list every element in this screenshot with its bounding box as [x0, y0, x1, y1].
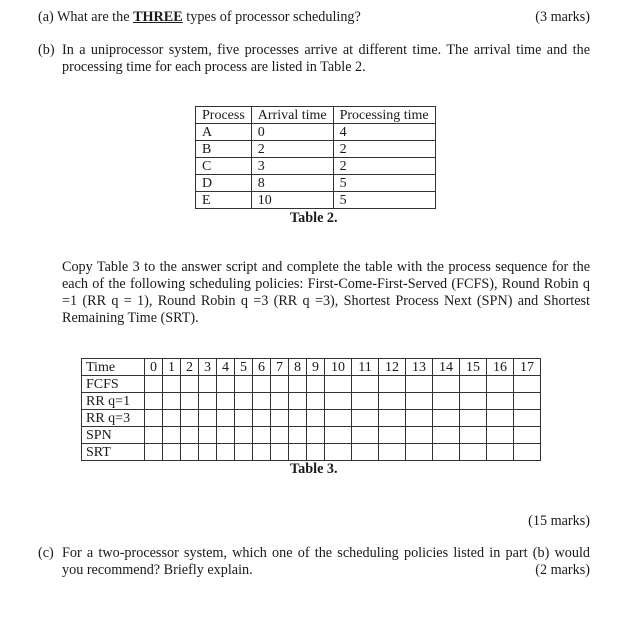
table-3-empty-cell [289, 427, 307, 444]
table-3-empty-cell [406, 444, 433, 461]
table-3-empty-cell [145, 410, 163, 427]
table-3-row [82, 376, 541, 393]
table-3-empty-cell [325, 393, 352, 410]
table-2-cell: B [196, 141, 252, 158]
question-c-line-1: For a two-processor system, which one of the scheduling policies listed in part (b) would [62, 545, 590, 561]
table-2-row [196, 141, 436, 158]
table-3-empty-cell [514, 393, 541, 410]
table-3-empty-cell [352, 427, 379, 444]
table-3-empty-cell [514, 427, 541, 444]
table-3-empty-cell [379, 376, 406, 393]
table-3-empty-cell [163, 393, 181, 410]
table-3-empty-cell [325, 427, 352, 444]
table-3-empty-cell [235, 427, 253, 444]
table-3-empty-cell [460, 427, 487, 444]
question-c-marks: (2 marks) [535, 562, 590, 578]
table-3-time-cell: 6 [253, 359, 271, 376]
table-3-empty-cell [307, 410, 325, 427]
question-a-prefix: (a) What are the [38, 9, 134, 25]
table-3-empty-cell [433, 444, 460, 461]
table-3-empty-cell [379, 427, 406, 444]
table-2-cell: 0 [251, 124, 333, 141]
table-3-empty-cell [460, 410, 487, 427]
table-3-empty-cell [145, 427, 163, 444]
table-2-cell: 10 [251, 192, 333, 209]
table-3-empty-cell [460, 376, 487, 393]
table-3-empty-cell [235, 376, 253, 393]
table-3-time-cell: 12 [379, 359, 406, 376]
table-3-empty-cell [325, 444, 352, 461]
table-3-empty-cell [181, 393, 199, 410]
table-3-time-cell: 2 [181, 359, 199, 376]
table-3-empty-cell [487, 444, 514, 461]
table-3-empty-cell [235, 410, 253, 427]
table-3-empty-cell [433, 376, 460, 393]
table-3-empty-cell [325, 410, 352, 427]
table-3-time-cell: 14 [433, 359, 460, 376]
question-b-line-2: processing time for each process are listed in Table 2. [62, 59, 366, 75]
table-3-row-label: RR q=3 [82, 410, 145, 427]
question-b-label: (b) [38, 42, 55, 58]
table-3-time-cell: 13 [406, 359, 433, 376]
table-3-empty-cell [271, 376, 289, 393]
table-3-empty-cell [325, 376, 352, 393]
question-a-marks: (3 marks) [535, 9, 590, 25]
table-3-empty-cell [487, 410, 514, 427]
table-3-empty-cell [514, 376, 541, 393]
table-3-empty-cell [253, 427, 271, 444]
table-2 [195, 106, 436, 209]
table-3-empty-cell [289, 410, 307, 427]
table-2-cell: A [196, 124, 252, 141]
table-2-cell: 2 [251, 141, 333, 158]
table-2-cell: 2 [333, 158, 435, 175]
table-3-empty-cell [199, 427, 217, 444]
table-3-empty-cell [307, 376, 325, 393]
question-b-marks: (15 marks) [528, 513, 590, 529]
table-3-empty-cell [163, 444, 181, 461]
question-a [38, 9, 361, 26]
table-3-row [82, 444, 541, 461]
table-2-row [196, 124, 436, 141]
question-b-para-line-2: each of the following scheduling policies: First-Come-First-Served (FCFS), Round Robin q [62, 276, 590, 292]
table-3-empty-cell [271, 427, 289, 444]
table-3-time-cell: 9 [307, 359, 325, 376]
table-3-empty-cell [433, 427, 460, 444]
table-3-empty-cell [379, 444, 406, 461]
table-3-empty-cell [406, 393, 433, 410]
table-3-empty-cell [217, 376, 235, 393]
table-3-empty-cell [163, 410, 181, 427]
table-3-empty-cell [307, 444, 325, 461]
table-3-empty-cell [487, 376, 514, 393]
table-3-empty-cell [460, 393, 487, 410]
question-b-line-1: In a uniprocessor system, five processes arrive at different time. The arrival time and the [62, 42, 590, 58]
table-3-time-row [82, 359, 541, 376]
table-3-empty-cell [433, 393, 460, 410]
table-3-empty-cell [199, 444, 217, 461]
table-3-empty-cell [271, 393, 289, 410]
table-3-time-cell: 11 [352, 359, 379, 376]
table-3-time-cell: 10 [325, 359, 352, 376]
table-2-row [196, 158, 436, 175]
table-3-empty-cell [145, 393, 163, 410]
table-3-empty-cell [145, 376, 163, 393]
table-2-row [196, 175, 436, 192]
table-3-time-cell: 8 [289, 359, 307, 376]
table-3-empty-cell [460, 444, 487, 461]
question-a-suffix: types of processor scheduling? [182, 9, 361, 25]
table-3-empty-cell [145, 444, 163, 461]
table-3-empty-cell [235, 393, 253, 410]
table-3-empty-cell [253, 376, 271, 393]
table-3-empty-cell [307, 427, 325, 444]
question-b-para-line-4: Remaining Time (SRT). [62, 310, 199, 326]
table-3-empty-cell [181, 427, 199, 444]
table-3-empty-cell [253, 410, 271, 427]
table-2-cell: 4 [333, 124, 435, 141]
table-3-empty-cell [514, 410, 541, 427]
table-3 [81, 358, 541, 461]
table-3-empty-cell [253, 444, 271, 461]
table-3-empty-cell [271, 444, 289, 461]
question-b-para-line-3: =1 (RR q = 1), Round Robin q =3 (RR q =3), Shortest Process Next (SPN) and Shortest [62, 293, 590, 309]
table-2-cell: 5 [333, 175, 435, 192]
table-3-empty-cell [352, 410, 379, 427]
table-3-time-cell: 5 [235, 359, 253, 376]
table-2-header-row [196, 107, 436, 124]
table-3-empty-cell [163, 427, 181, 444]
table-3-time-cell: 4 [217, 359, 235, 376]
table-3-empty-cell [235, 444, 253, 461]
table-3-empty-cell [406, 427, 433, 444]
table-3-empty-cell [307, 393, 325, 410]
table-3-empty-cell [352, 444, 379, 461]
table-2-header-cell: Processing time [333, 107, 435, 124]
table-3-empty-cell [217, 444, 235, 461]
table-3-empty-cell [352, 393, 379, 410]
table-3-empty-cell [271, 410, 289, 427]
question-c-line-2: you recommend? Briefly explain. [62, 562, 253, 578]
table-3-time-cell: 1 [163, 359, 181, 376]
table-3-empty-cell [406, 410, 433, 427]
table-3-empty-cell [199, 393, 217, 410]
table-3-empty-cell [289, 444, 307, 461]
table-2-header-cell: Arrival time [251, 107, 333, 124]
table-3-empty-cell [289, 376, 307, 393]
table-3-empty-cell [487, 393, 514, 410]
question-b-para-line-1: Copy Table 3 to the answer script and complete the table with the process sequence for the [62, 259, 590, 275]
table-3-time-cell: 17 [514, 359, 541, 376]
question-a-emphasis: THREE [133, 9, 183, 25]
table-3-empty-cell [352, 376, 379, 393]
table-3-row-label: RR q=1 [82, 393, 145, 410]
table-3-empty-cell [379, 393, 406, 410]
table-3-time-cell: 15 [460, 359, 487, 376]
table-3-empty-cell [181, 376, 199, 393]
table-3-empty-cell [199, 376, 217, 393]
table-3-empty-cell [181, 444, 199, 461]
table-3-empty-cell [163, 376, 181, 393]
table-3-empty-cell [199, 410, 217, 427]
table-3-empty-cell [217, 410, 235, 427]
table-3-empty-cell [433, 410, 460, 427]
table-3-row-label: SPN [82, 427, 145, 444]
table-2-caption: Table 2. [290, 210, 338, 226]
table-2-cell: C [196, 158, 252, 175]
table-3-caption: Table 3. [290, 461, 338, 477]
table-3-empty-cell [379, 410, 406, 427]
table-3-time-cell: 16 [487, 359, 514, 376]
table-2-cell: 5 [333, 192, 435, 209]
table-3-empty-cell [217, 393, 235, 410]
table-3-empty-cell [253, 393, 271, 410]
table-2-header-cell: Process [196, 107, 252, 124]
table-3-empty-cell [181, 410, 199, 427]
table-2-row [196, 192, 436, 209]
table-3-empty-cell [514, 444, 541, 461]
table-2-cell: 3 [251, 158, 333, 175]
table-3-time-cell: 0 [145, 359, 163, 376]
table-3-row-label: FCFS [82, 376, 145, 393]
table-3-empty-cell [487, 427, 514, 444]
table-2-cell: 2 [333, 141, 435, 158]
table-2-cell: E [196, 192, 252, 209]
table-3-empty-cell [289, 393, 307, 410]
question-c-label: (c) [38, 545, 54, 561]
table-3-time-cell: 7 [271, 359, 289, 376]
table-3-row-label: SRT [82, 444, 145, 461]
table-3-row [82, 427, 541, 444]
table-3-empty-cell [217, 427, 235, 444]
table-3-row [82, 393, 541, 410]
table-3-time-cell: 3 [199, 359, 217, 376]
table-2-cell: 8 [251, 175, 333, 192]
table-3-row [82, 410, 541, 427]
table-3-time-label: Time [82, 359, 145, 376]
table-2-cell: D [196, 175, 252, 192]
table-3-empty-cell [406, 376, 433, 393]
